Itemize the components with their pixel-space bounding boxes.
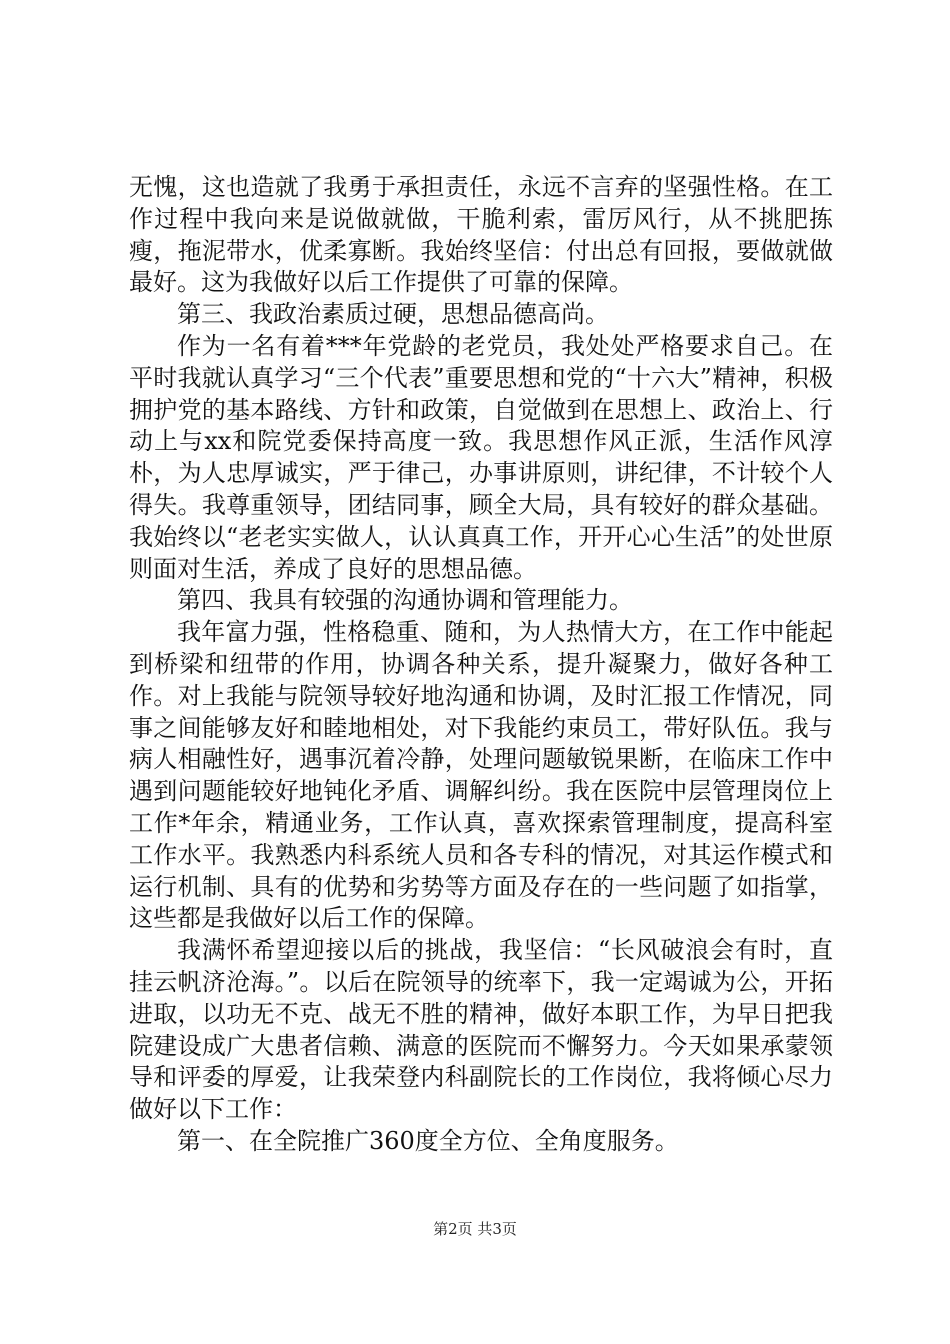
paragraph-continuation: 无愧，这也造就了我勇于承担责任，永远不言弃的坚强性格。在工作过程中我向来是说做就做，干脆利索，雷厉风行，从不挑肥拣瘦，拖泥带水，优柔寡断。我始终坚信：付出总有回报，要做就做最好。这为我做好以后工作提供了可靠的保障。: [129, 173, 833, 297]
document-body: [129, 172, 833, 1158]
paragraph-management-ability: 我年富力强，性格稳重、随和，为人热情大方，在工作中能起到桥梁和纽带的作用，协调各种关系，提升凝聚力，做好各种工作。对上我能与院领导较好地沟通和协调，及时汇报工作情况，同事之间能够友好和睦地相处，对下我能约束员工，带好队伍。我与病人相融性好，遇事沉着冷静，处理问题敏锐果断，在临床工作中遇到问题能较好地钝化矛盾、调解纠纷。我在医院中层管理岗位上工作*年余，精通业务，工作认真，喜欢探索管理制度，提高科室工作水平。我熟悉内科系统人员和各专科的情况，对其运作模式和运行机制、具有的优势和劣势等方面及存在的一些问题了如指掌，这些都是我做好以后工作的保障。: [129, 618, 833, 933]
paragraph-heading-third: 第三、我政治素质过硬，思想品德高尚。: [177, 300, 609, 329]
paragraph-heading-fourth: 第四、我具有较强的沟通协调和管理能力。: [177, 586, 633, 615]
paragraph-political-quality: 作为一名有着***年党龄的老党员，我处处严格要求自己。在平时我就认真学习“三个代表”重要思想和党的“十六大”精神，积极拥护党的基本路线、方针和政策，自觉做到在思想上、政治上、行动上与xx和院党委保持高度一致。我思想作风正派，生活作风淳朴，为人忠厚诚实，严于律己，办事讲原则，讲纪律，不计较个人得失。我尊重领导，团结同事，顾全大局，具有较好的群众基础。我始终以“老老实实做人，认认真真工作，开开心心生活”的处世原则面对生活，养成了良好的思想品德。: [129, 331, 833, 583]
page-number-footer: 第2页 共3页: [433, 1220, 517, 1238]
paragraph-heading-first: 第一、在全院推广360度全方位、全角度服务。: [177, 1126, 679, 1155]
paragraph-future-outlook: 我满怀希望迎接以后的挑战，我坚信：“长风破浪会有时，直挂云帆济沧海。”。以后在院领导的统率下，我一定竭诚为公，开拓进取，以功无不克、战无不胜的精神，做好本职工作，为早日把我院建设成广大患者信赖、满意的医院而不懈努力。今天如果承蒙领导和评委的厚爱，让我荣登内科副院长的工作岗位，我将倾心尽力做好以下工作：: [129, 936, 833, 1124]
